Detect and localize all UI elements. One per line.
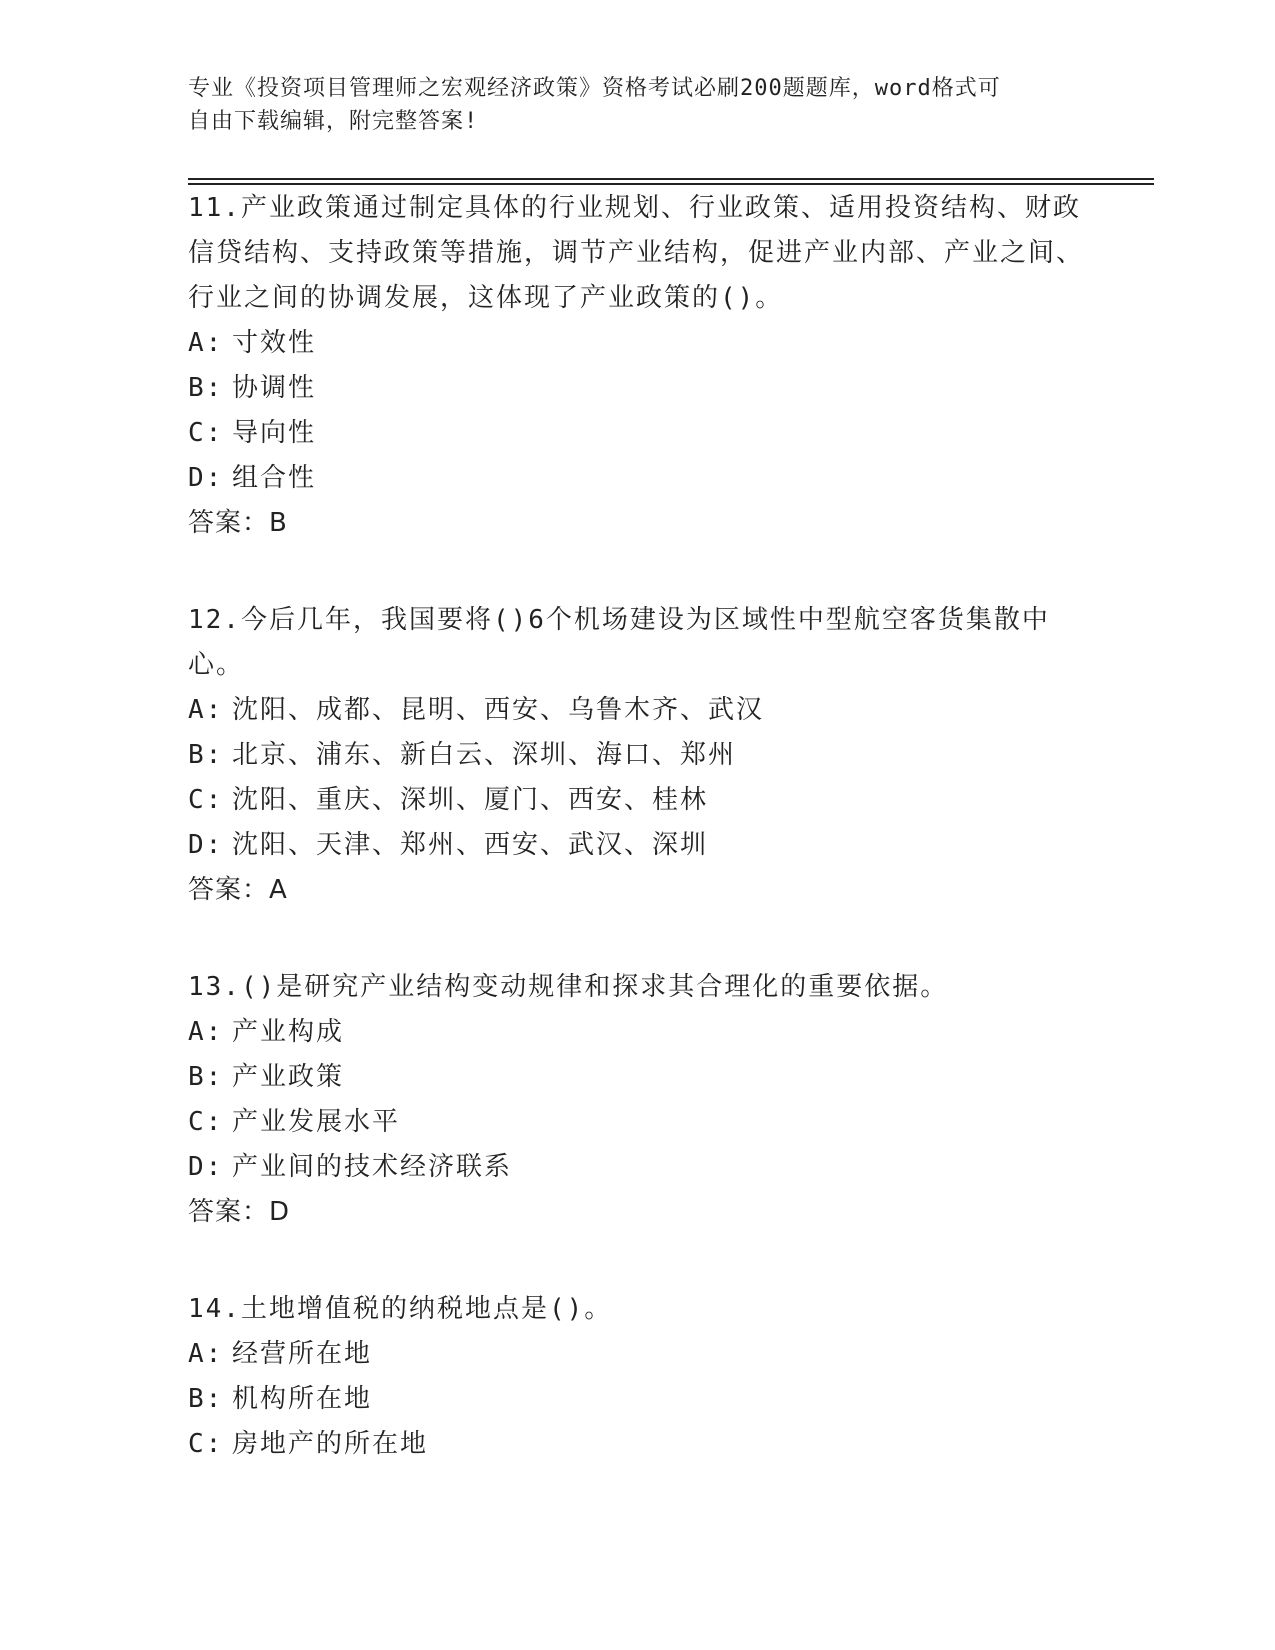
option-text: 房地产的所在地 (232, 1429, 429, 1459)
option-key: B: (188, 1384, 224, 1414)
header-line-1: 专业《投资项目管理师之宏观经济政策》资格考试必刷200题题库，word格式可 (188, 76, 1001, 101)
option-key: B: (188, 373, 224, 403)
option-c (188, 1100, 1088, 1145)
option-b (188, 733, 1088, 778)
option-b (188, 1377, 1088, 1422)
header-rule-top (188, 178, 1154, 180)
option-key: A: (188, 1017, 224, 1047)
option-a (188, 321, 1088, 366)
question-text: 12.今后几年，我国要将()6个机场建设为区域性中型航空客货集散中心。 (188, 605, 1050, 680)
option-text: 产业政策 (232, 1062, 345, 1092)
question-11 (188, 186, 1088, 546)
question-text: 13.()是研究产业结构变动规律和探求其合理化的重要依据。 (188, 972, 949, 1002)
header-rule-bottom (188, 183, 1154, 185)
question-text: 11.产业政策通过制定具体的行业规划、行业政策、适用投资结构、财政信贷结构、支持政策等措施，调节产业结构，促进产业内部、产业之间、行业之间的协调发展，这体现了产业政策的()。 (188, 193, 1085, 313)
answer-line: 答案：B (188, 508, 288, 538)
question-12 (188, 598, 1088, 913)
option-c (188, 778, 1088, 823)
question-text: 14.土地增值税的纳税地点是()。 (188, 1294, 613, 1324)
option-key: D: (188, 830, 224, 860)
option-key: A: (188, 1339, 224, 1369)
option-text: 经营所在地 (232, 1339, 373, 1369)
option-b (188, 1055, 1088, 1100)
option-key: B: (188, 1062, 224, 1092)
option-key: B: (188, 740, 224, 770)
option-text: 导向性 (232, 418, 317, 448)
option-key: A: (188, 328, 224, 358)
document-header (188, 72, 1088, 138)
option-text: 寸效性 (232, 328, 317, 358)
header-line-2: 自由下载编辑，附完整答案! (188, 109, 479, 134)
option-key: A: (188, 695, 224, 725)
option-c (188, 1422, 1088, 1467)
question-14 (188, 1287, 1088, 1467)
option-text: 沈阳、天津、郑州、西安、武汉、深圳 (232, 830, 709, 860)
question-13 (188, 965, 1088, 1235)
option-text: 组合性 (232, 463, 317, 493)
option-a (188, 1010, 1088, 1055)
option-text: 产业构成 (232, 1017, 345, 1047)
option-text: 沈阳、重庆、深圳、厦门、西安、桂林 (232, 785, 709, 815)
option-key: C: (188, 785, 224, 815)
option-text: 产业间的技术经济联系 (232, 1152, 513, 1182)
option-text: 沈阳、成都、昆明、西安、乌鲁木齐、武汉 (232, 695, 765, 725)
option-a (188, 1332, 1088, 1377)
option-d (188, 456, 1088, 501)
option-a (188, 688, 1088, 733)
question-list (188, 186, 1088, 1519)
option-key: C: (188, 1429, 224, 1459)
answer-line: 答案：A (188, 875, 288, 905)
option-key: C: (188, 418, 224, 448)
option-text: 产业发展水平 (232, 1107, 401, 1137)
answer-line: 答案：D (188, 1197, 291, 1227)
option-key: D: (188, 1152, 224, 1182)
option-d (188, 1145, 1088, 1190)
option-key: C: (188, 1107, 224, 1137)
option-key: D: (188, 463, 224, 493)
option-text: 机构所在地 (232, 1384, 373, 1414)
option-text: 北京、浦东、新白云、深圳、海口、郑州 (232, 740, 737, 770)
option-c (188, 411, 1088, 456)
option-text: 协调性 (232, 373, 317, 403)
option-b (188, 366, 1088, 411)
option-d (188, 823, 1088, 868)
